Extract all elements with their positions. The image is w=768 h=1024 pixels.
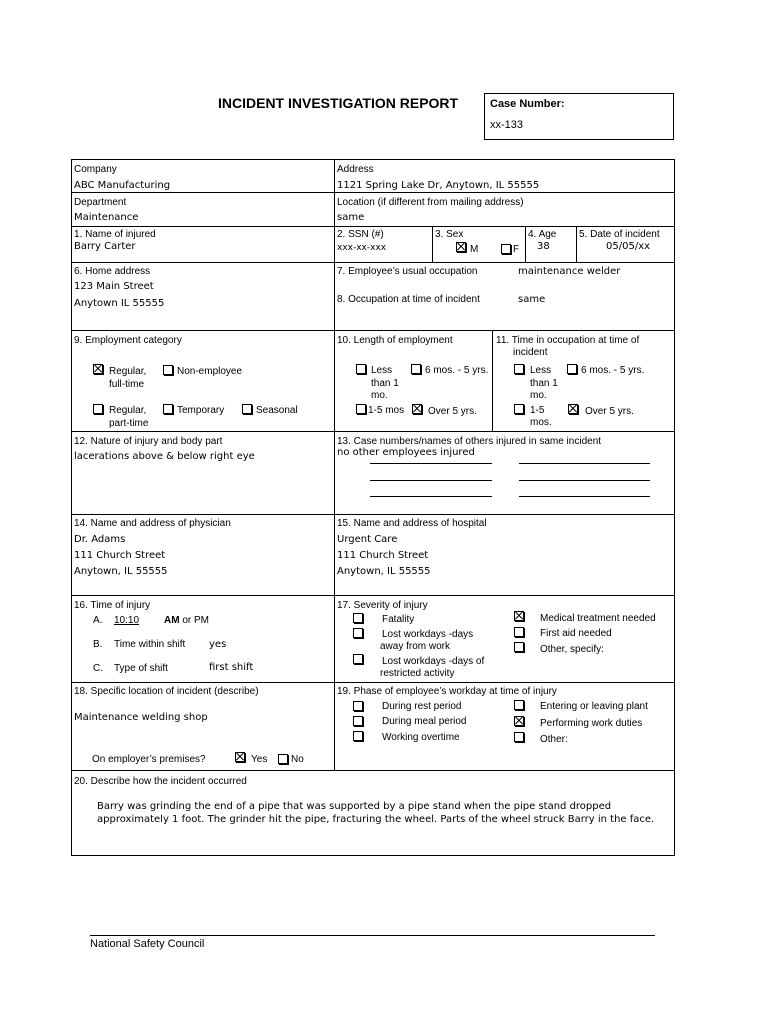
report-title: INCIDENT INVESTIGATION REPORT	[218, 95, 459, 111]
time-injury-am: AM	[164, 615, 180, 626]
time-injury-b: B.	[93, 639, 103, 650]
occupation-incident-label: 8. Occupation at time of incident	[337, 294, 480, 305]
lost-away-checkbox[interactable]	[353, 628, 363, 638]
address-label: Address	[337, 164, 374, 175]
injured-name-value: Barry Carter	[74, 241, 136, 252]
occupation-over5-checkbox[interactable]	[568, 404, 578, 414]
workday-phase-label: 19. Phase of employee’s workday at time of injury	[337, 686, 557, 697]
sex-label: 3. Sex	[435, 229, 464, 240]
date-incident-label: 5. Date of incident	[579, 229, 660, 240]
entering-leaving-label: Entering or leaving plant	[540, 701, 648, 712]
company-label: Company	[74, 164, 117, 175]
time-injury-c: C.	[93, 663, 103, 674]
date-incident-value: 05/05/xx	[606, 241, 651, 252]
length-less-1: Less	[371, 365, 393, 376]
occupation-less-2: than 1	[530, 378, 558, 389]
occupation-1-5-label-2: mos.	[530, 417, 552, 428]
lost-away-label-1: Lost workdays -days	[382, 629, 474, 640]
rest-period-label: During rest period	[382, 701, 462, 712]
length-over5-checkbox[interactable]	[412, 404, 422, 414]
length-6mos-label: 6 mos. - 5 yrs.	[425, 365, 489, 376]
meal-period-label: During meal period	[382, 716, 467, 727]
department-value: Maintenance	[74, 212, 139, 223]
temporary-checkbox[interactable]	[163, 404, 173, 414]
regular-parttime-label-2: part-time	[109, 418, 149, 429]
others-injured-label: 13. Case numbers/names of others injured in same incident	[337, 436, 602, 447]
severity-other-label: Other, specify:	[540, 644, 604, 655]
length-over5-label: Over 5 yrs.	[428, 406, 477, 417]
occupation-less-3: mo.	[530, 390, 547, 401]
ssn-label: 2. SSN (#)	[337, 229, 384, 240]
regular-fulltime-checkbox[interactable]	[93, 364, 103, 374]
length-1-5mos-checkbox[interactable]	[356, 404, 366, 414]
regular-parttime-label-1: Regular,	[109, 405, 147, 416]
occupation-incident-value: same	[518, 294, 546, 305]
case-number-label: Case Number:	[490, 98, 565, 110]
non-employee-checkbox[interactable]	[163, 365, 173, 375]
severity-label: 17. Severity of injury	[337, 600, 428, 611]
injured-name-label: 1. Name of injured	[74, 229, 156, 240]
company-value: ABC Manufacturing	[74, 180, 171, 191]
case-number-value: xx-133	[490, 119, 524, 131]
lost-restricted-label-2: restricted activity	[380, 668, 455, 679]
description-line2: approximately 1 foot. The grinder hit the pipe, fracturing the wheel. Parts of the wheel struck Barry in the face.	[97, 814, 655, 825]
physician-line1: Dr. Adams	[74, 534, 126, 545]
premises-no-label: No	[291, 754, 304, 765]
time-within-shift-value: yes	[209, 639, 227, 650]
premises-yes-checkbox[interactable]	[235, 752, 245, 762]
overtime-checkbox[interactable]	[353, 731, 363, 741]
occupation-less-1: Less	[530, 365, 552, 376]
time-injury-label: 16. Time of injury	[74, 600, 151, 611]
length-employment-label: 10. Length of employment	[337, 335, 453, 346]
time-occupation-label-1: 11. Time in occupation at time of	[496, 335, 640, 346]
physician-label: 14. Name and address of physician	[74, 518, 231, 529]
sex-m-label: M	[470, 244, 479, 255]
premises-no-checkbox[interactable]	[278, 754, 288, 764]
seasonal-label: Seasonal	[256, 405, 298, 416]
occupation-1-5-label-1: 1-5	[530, 405, 545, 416]
usual-occupation-label: 7. Employee’s usual occupation	[337, 266, 478, 277]
time-injury-a: A.	[93, 615, 103, 626]
premises-yes-label: Yes	[251, 754, 268, 765]
premises-label: On employer’s premises?	[92, 754, 206, 765]
overtime-label: Working overtime	[382, 732, 460, 743]
hospital-line1: Urgent Care	[337, 534, 398, 545]
medical-treatment-label: Medical treatment needed	[540, 613, 656, 624]
specific-location-value: Maintenance welding shop	[74, 712, 208, 723]
medical-treatment-checkbox[interactable]	[514, 611, 524, 621]
sex-f-checkbox[interactable]	[501, 244, 511, 254]
occupation-less-checkbox[interactable]	[514, 364, 524, 374]
form-frame	[71, 159, 675, 856]
nature-injury-value: lacerations above & below right eye	[74, 451, 255, 462]
regular-parttime-checkbox[interactable]	[93, 404, 103, 414]
performing-duties-label: Performing work duties	[540, 718, 643, 729]
specific-location-label: 18. Specific location of incident (describe)	[74, 686, 259, 697]
usual-occupation-value: maintenance welder	[518, 266, 621, 277]
center-divider	[334, 159, 335, 770]
sex-m-checkbox[interactable]	[456, 242, 466, 252]
description-label: 20. Describe how the incident occurred	[74, 776, 247, 787]
hospital-label: 15. Name and address of hospital	[337, 518, 487, 529]
time-within-shift-label: Time within shift	[114, 639, 186, 650]
home-address-label: 6. Home address	[74, 266, 151, 277]
age-value: 38	[537, 241, 550, 252]
non-employee-label: Non-employee	[177, 366, 243, 377]
description-line1: Barry was grinding the end of a pipe that was supported by a pipe stand when the pipe stand dropped	[97, 801, 612, 812]
ssn-value: xxx-xx-xxx	[337, 243, 387, 253]
footer-rule	[90, 935, 655, 936]
physician-line3: Anytown, IL 55555	[74, 566, 168, 577]
workday-other-label: Other:	[540, 734, 568, 745]
location-label: Location (if different from mailing address)	[337, 197, 524, 208]
employment-category-label: 9. Employment category	[74, 335, 182, 346]
others-injured-value: no other employees injured	[337, 447, 475, 458]
location-value: same	[337, 212, 365, 223]
length-less-2: than 1	[371, 378, 399, 389]
lost-restricted-label-1: Lost workdays -days of	[382, 656, 485, 667]
temporary-label: Temporary	[177, 405, 225, 416]
length-1-5mos-label: 1-5 mos	[368, 405, 405, 416]
home-address-line2: Anytown IL 55555	[74, 298, 165, 309]
shift-type-label: Type of shift	[114, 663, 168, 674]
first-aid-checkbox[interactable]	[514, 627, 524, 637]
length-less-3: mo.	[371, 390, 388, 401]
performing-duties-checkbox[interactable]	[514, 716, 524, 726]
time-injury-or-pm: or PM	[179, 615, 210, 626]
occupation-6mos-checkbox[interactable]	[567, 364, 577, 374]
seasonal-checkbox[interactable]	[242, 404, 252, 414]
regular-fulltime-label-2: full-time	[109, 379, 145, 390]
entering-leaving-checkbox[interactable]	[514, 700, 524, 710]
occupation-1-5-checkbox[interactable]	[514, 404, 524, 414]
hospital-line2: 111 Church Street	[337, 550, 429, 561]
meal-period-checkbox[interactable]	[353, 716, 363, 726]
length-less-checkbox[interactable]	[356, 364, 366, 374]
age-label: 4. Age	[528, 229, 557, 240]
sex-f-label: F	[513, 244, 520, 255]
regular-fulltime-label-1: Regular,	[109, 366, 147, 377]
shift-type-value: first shift	[209, 662, 254, 673]
home-address-line1: 123 Main Street	[74, 281, 154, 292]
severity-other-checkbox[interactable]	[514, 642, 524, 652]
length-6mos-checkbox[interactable]	[411, 364, 421, 374]
first-aid-label: First aid needed	[540, 628, 612, 639]
occupation-6mos-label: 6 mos. - 5 yrs.	[581, 365, 645, 376]
rest-period-checkbox[interactable]	[353, 701, 363, 711]
physician-line2: 111 Church Street	[74, 550, 166, 561]
hospital-line3: Anytown, IL 55555	[337, 566, 431, 577]
nature-injury-label: 12. Nature of injury and body part	[74, 436, 223, 447]
address-value: 1121 Spring Lake Dr, Anytown, IL 55555	[337, 180, 540, 191]
lost-restricted-checkbox[interactable]	[353, 654, 363, 664]
lost-away-label-2: away from work	[380, 641, 451, 652]
fatality-checkbox[interactable]	[353, 613, 363, 623]
fatality-label: Fatality	[382, 614, 415, 625]
department-label: Department	[74, 197, 127, 208]
occupation-over5-label: Over 5 yrs.	[585, 406, 634, 417]
footer-text: National Safety Council	[90, 938, 205, 950]
workday-other-checkbox[interactable]	[514, 732, 524, 742]
time-occupation-label-2: incident	[513, 347, 548, 358]
time-injury-time: 10:10	[114, 615, 140, 626]
